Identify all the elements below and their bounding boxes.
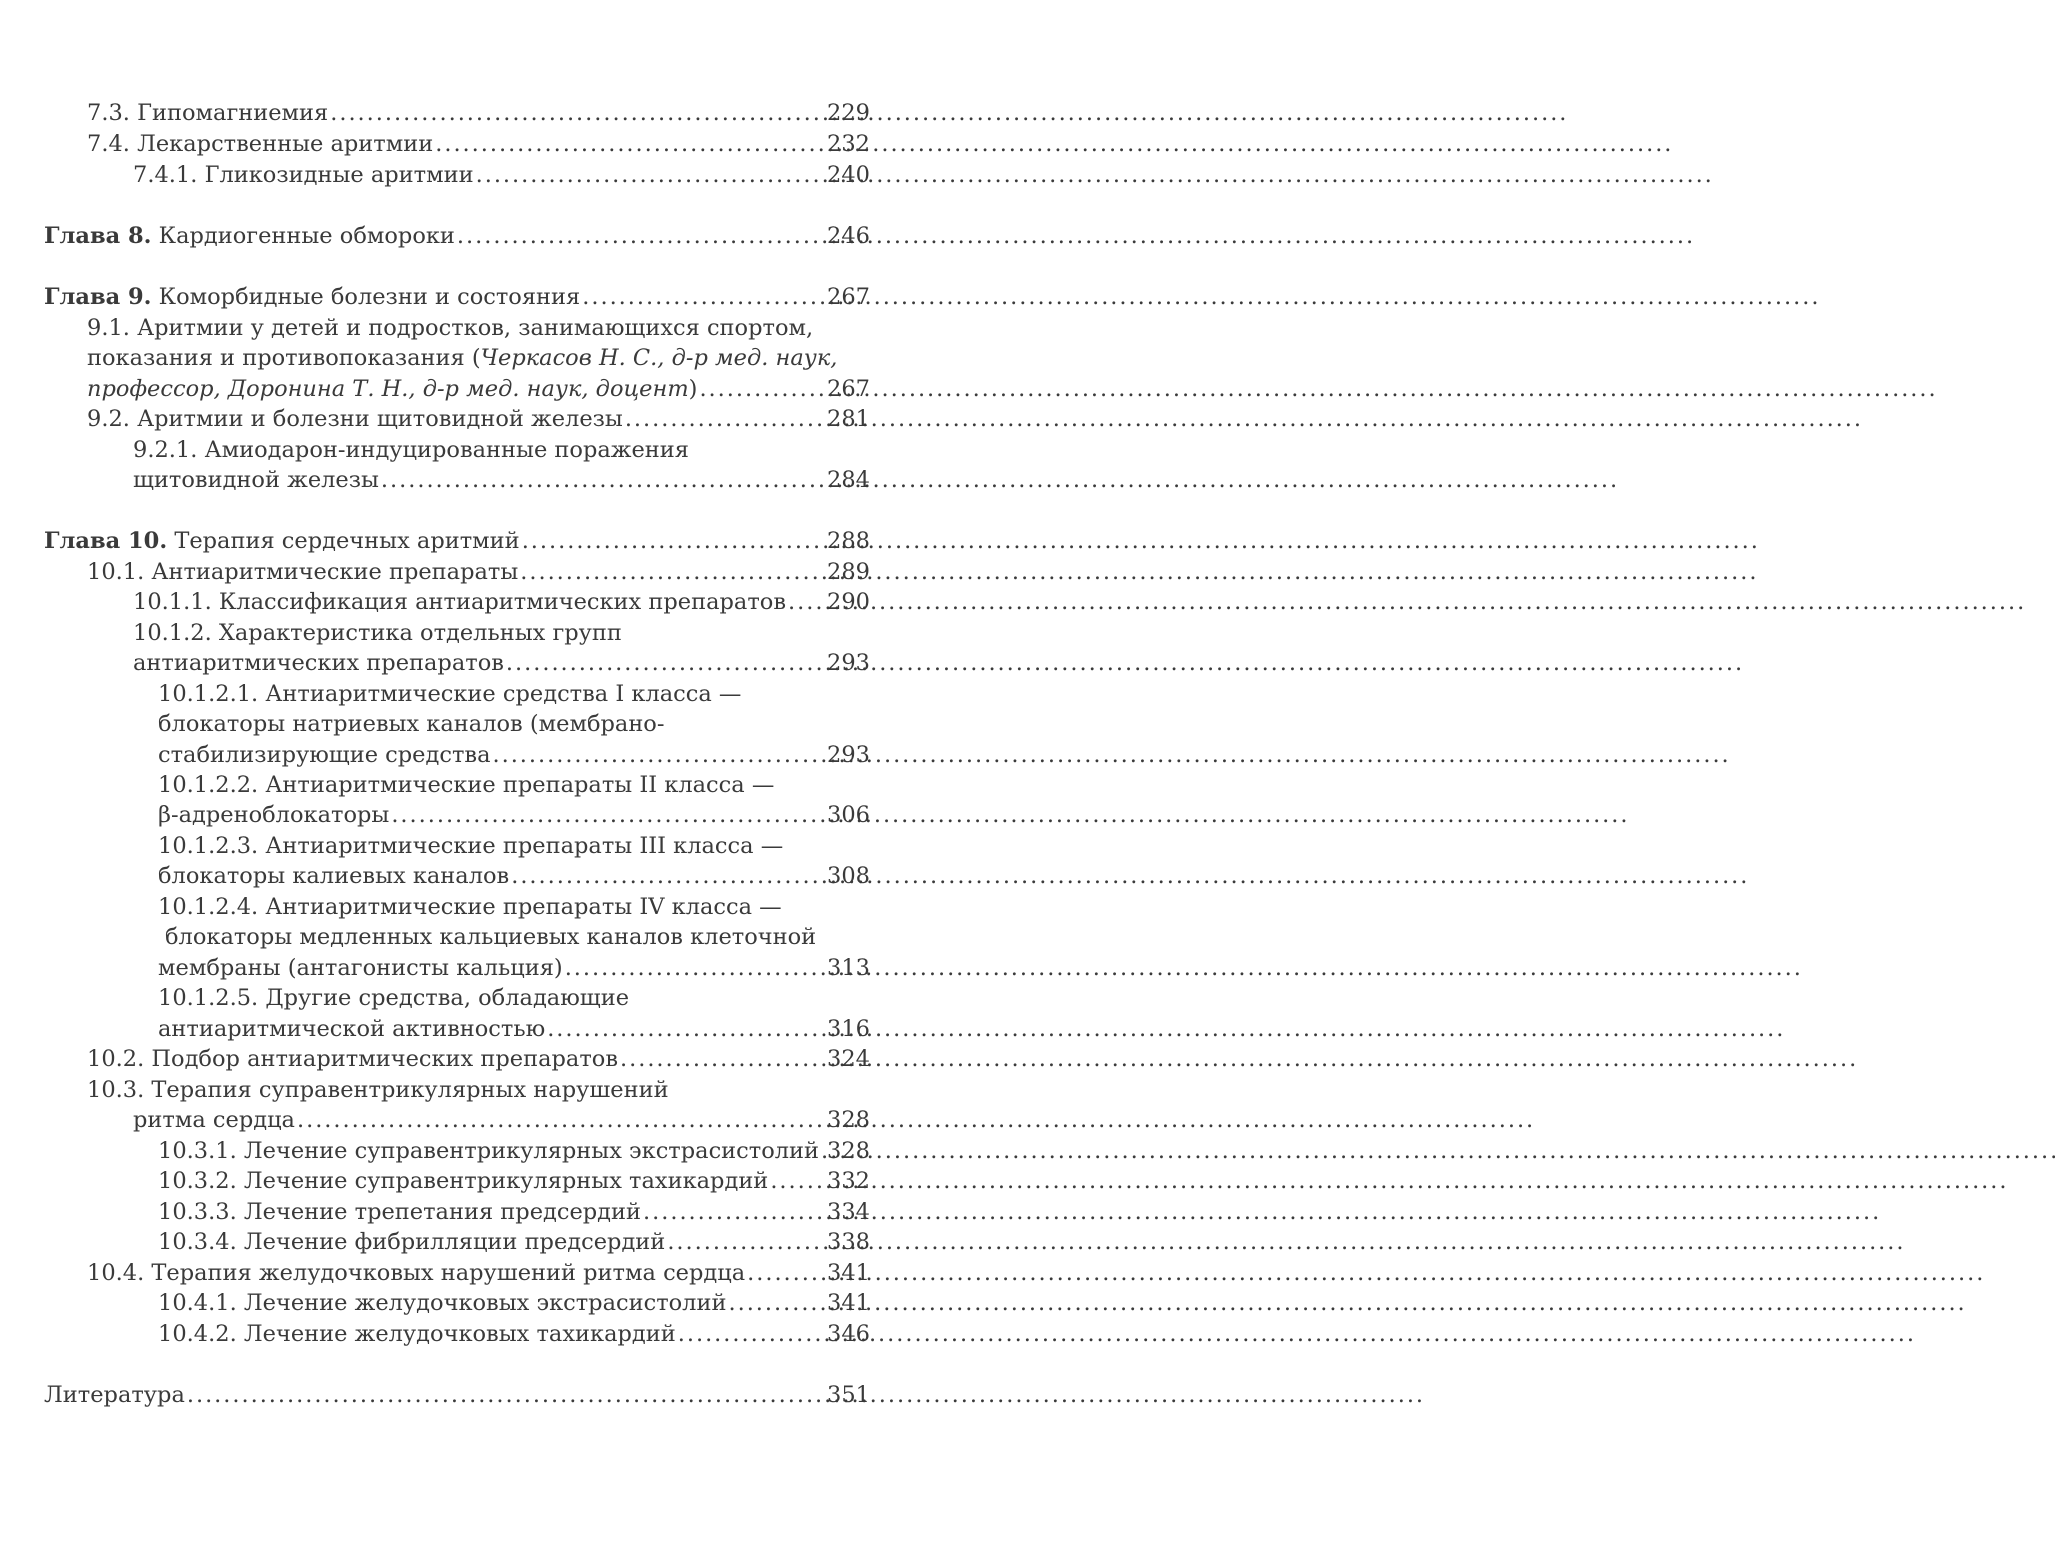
page-number: 293 <box>827 650 870 676</box>
page-number: 293 <box>827 742 870 768</box>
leader-dots <box>625 404 825 434</box>
page-number: 288 <box>827 528 870 554</box>
toc-entry-10-1-2-1[interactable]: 10.1.2.1. Антиаритмические средства I класса — <box>158 681 742 707</box>
page-number: 306 <box>827 802 870 828</box>
toc-entry-10-3[interactable]: 10.3. Терапия суправентрикулярных нарушений <box>87 1077 669 1103</box>
toc-entry-10-1-2-3-line2: блокаторы калиевых каналов . . . 308 <box>158 861 870 891</box>
leader-dots <box>435 129 825 159</box>
leader-dots <box>582 282 825 312</box>
toc-entry-7-3[interactable]: 7.3. Гипомагниемия . . . 229 <box>87 98 870 128</box>
toc-entry-7-4-1[interactable]: 7.4.1. Гликозидные аритмии . . . 240 <box>133 160 870 190</box>
leader-dots <box>330 98 825 128</box>
toc-entry-10-4-2[interactable]: 10.4.2. Лечение желудочковых тахикардий . . . 346 <box>158 1319 870 1349</box>
leader-dots <box>667 1227 825 1257</box>
toc-entry-9-2[interactable]: 9.2. Аритмии и болезни щитовидной железы . . . 281 <box>87 404 870 434</box>
toc-entry-10-1-2-line2: антиаритмических препаратов . . . 293 <box>133 648 870 678</box>
page-number: 284 <box>827 467 870 493</box>
toc-entry-9-2-1-line2: щитовидной железы . . . 284 <box>133 465 870 495</box>
toc-entry-10-1-2-4-line2: блокаторы медленных кальциевых каналов клеточной <box>165 924 817 950</box>
page-number: 267 <box>827 376 870 402</box>
authors: Черкасов Н. С., д-р мед. наук, <box>480 345 838 371</box>
leader-dots <box>381 465 825 495</box>
toc-entry-10-1-1[interactable]: 10.1.1. Классификация антиаритмических препаратов . . . 290 <box>133 587 870 617</box>
toc-entry-10-3-line2: ритма сердца . . . 328 <box>133 1105 870 1135</box>
toc-entry-10-4-1[interactable]: 10.4.1. Лечение желудочковых экстрасистолий . . . 341 <box>158 1288 870 1318</box>
page-number: 332 <box>827 1168 870 1194</box>
leader-dots <box>770 1166 825 1196</box>
toc-entry-10-1-2-5[interactable]: 10.1.2.5. Другие средства, обладающие <box>158 985 630 1011</box>
page-number: 341 <box>827 1260 870 1286</box>
chapter-label: Глава 9. <box>44 284 152 310</box>
leader-dots <box>391 800 825 830</box>
toc-chapter-8[interactable]: Глава 8. Кардиогенные обмороки . . . 246 <box>44 221 870 251</box>
chapter-label: Глава 10. <box>44 528 168 554</box>
leader-dots <box>565 953 825 983</box>
toc-chapter-10[interactable]: Глава 10. Терапия сердечных аритмий . . . 288 <box>44 526 870 556</box>
leader-dots <box>476 160 825 190</box>
toc-entry-10-1-2-5-line2: антиаритмической активностью . . . 316 <box>158 1014 870 1044</box>
page-number: 232 <box>827 131 870 157</box>
toc-entry-9-1-line3: профессор, Доронина Т. Н., д-р мед. наук, доцент) . . . 267 <box>87 374 870 404</box>
toc-entry-literature[interactable]: Литература . . . 351 <box>44 1380 870 1410</box>
page-number: 267 <box>827 284 870 310</box>
leader-dots <box>297 1105 825 1135</box>
toc-entry-10-1-2-3[interactable]: 10.1.2.3. Антиаритмические препараты III класса — <box>158 833 784 859</box>
toc-entry-10-3-1[interactable]: 10.3.1. Лечение суправентрикулярных экстрасистолий . . . 328 <box>158 1136 870 1166</box>
page-number: 240 <box>827 162 870 188</box>
page-number: 324 <box>827 1046 870 1072</box>
leader-dots <box>457 221 825 251</box>
page-number: 328 <box>827 1107 870 1133</box>
toc-entry-10-2[interactable]: 10.2. Подбор антиаритмических препаратов . . . 324 <box>87 1044 870 1074</box>
leader-dots <box>699 374 825 404</box>
toc-entry-9-1[interactable]: 9.1. Аритмии у детей и подростков, занимающихся спортом, <box>87 315 814 341</box>
toc-chapter-9[interactable]: Глава 9. Коморбидные болезни и состояния . . . 267 <box>44 282 870 312</box>
leader-dots <box>520 557 825 587</box>
leader-dots <box>506 648 825 678</box>
leader-dots <box>728 1288 825 1318</box>
leader-dots <box>620 1044 825 1074</box>
page-number: 334 <box>827 1199 870 1225</box>
chapter-label: Глава 8. <box>44 223 152 249</box>
toc-entry-10-1-2-4-line3: мембраны (антагонисты кальция) . . . 313 <box>158 953 870 983</box>
toc-entry-10-1[interactable]: 10.1. Антиаритмические препараты . . . 289 <box>87 557 870 587</box>
leader-dots <box>187 1380 825 1410</box>
leader-dots <box>522 526 825 556</box>
toc-entry-10-1-2-1-line3: стабилизирующие средства . . . 293 <box>158 740 870 770</box>
toc-entry-9-1-line2: показания и противопоказания (Черкасов Н. С., д-р мед. наук, <box>87 345 838 371</box>
leader-dots <box>547 1014 825 1044</box>
authors: профессор, Доронина Т. Н., д-р мед. наук, доцент <box>87 376 689 402</box>
page-number: 290 <box>827 589 870 615</box>
toc-entry-10-1-2-1-line2: блокаторы натриевых каналов (мембрано- <box>158 711 665 737</box>
page-number: 351 <box>827 1382 870 1408</box>
page-number: 341 <box>827 1290 870 1316</box>
page-number: 316 <box>827 1016 870 1042</box>
toc-entry-10-4[interactable]: 10.4. Терапия желудочковых нарушений ритма сердца . . . 341 <box>87 1258 870 1288</box>
page-number: 346 <box>827 1321 870 1347</box>
page-number: 313 <box>827 955 870 981</box>
leader-dots <box>747 1258 825 1288</box>
page-number: 246 <box>827 223 870 249</box>
leader-dots <box>821 1136 825 1166</box>
leader-dots <box>788 587 825 617</box>
page-number: 308 <box>827 863 870 889</box>
leader-dots <box>511 861 825 891</box>
toc-entry-10-1-2[interactable]: 10.1.2. Характеристика отдельных групп <box>133 620 622 646</box>
leader-dots <box>678 1319 825 1349</box>
toc-entry-10-1-2-2[interactable]: 10.1.2.2. Антиаритмические препараты II класса — <box>158 772 775 798</box>
toc-entry-10-3-4[interactable]: 10.3.4. Лечение фибрилляции предсердий . . . 338 <box>158 1227 870 1257</box>
page-number: 338 <box>827 1229 870 1255</box>
page-number: 281 <box>827 406 870 432</box>
toc-entry-10-3-2[interactable]: 10.3.2. Лечение суправентрикулярных тахикардий . . . 332 <box>158 1166 870 1196</box>
page-number: 289 <box>827 559 870 585</box>
page-number: 328 <box>827 1138 870 1164</box>
leader-dots <box>643 1197 825 1227</box>
document-page <box>0 0 1000 1542</box>
toc-entry-7-4[interactable]: 7.4. Лекарственные аритмии . . . 232 <box>87 129 870 159</box>
page-number: 229 <box>827 100 870 126</box>
leader-dots <box>492 740 825 770</box>
toc-entry-10-1-2-4[interactable]: 10.1.2.4. Антиаритмические препараты IV класса — <box>158 894 782 920</box>
toc-entry-10-3-3[interactable]: 10.3.3. Лечение трепетания предсердий . . . 334 <box>158 1197 870 1227</box>
toc-entry-9-2-1[interactable]: 9.2.1. Амиодарон-индуцированные поражения <box>133 437 689 463</box>
toc-entry-10-1-2-2-line2: β-адреноблокаторы . . . 306 <box>158 800 870 830</box>
